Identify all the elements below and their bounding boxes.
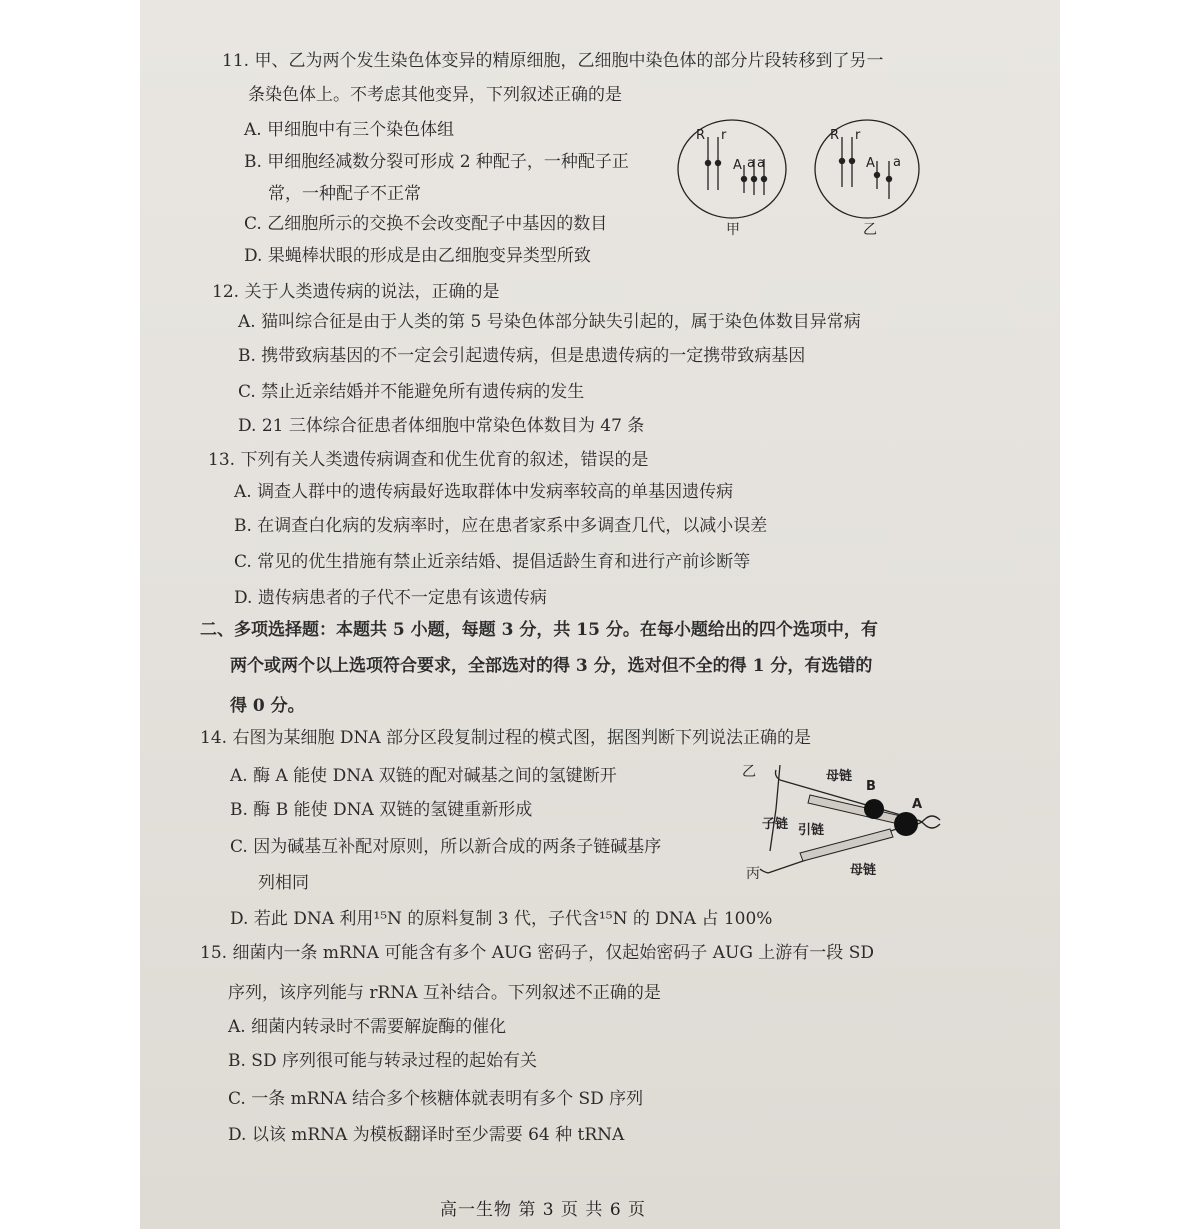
label-parent-strand-top: 母链 bbox=[826, 769, 853, 784]
page-footer: 高一生物 第 3 页 共 6 页 bbox=[440, 1200, 647, 1220]
dna-replication-figure bbox=[740, 755, 960, 885]
label-R-jia: R bbox=[696, 128, 706, 143]
q14-option-c-line2: 列相同 bbox=[258, 873, 309, 893]
q11-option-d: D. 果蝇棒状眼的形成是由乙细胞变异类型所致 bbox=[244, 246, 591, 266]
q13-option-b: B. 在调查白化病的发病率时，应在患者家系中多调查几代，以减小误差 bbox=[234, 516, 768, 536]
label-A-jia: A bbox=[733, 158, 742, 173]
label-bing-strand: 丙 bbox=[746, 866, 760, 882]
q12-option-b: B. 携带致病基因的不一定会引起遗传病，但是患遗传病的一定携带致病基因 bbox=[238, 346, 806, 366]
q14-option-c-line1: C. 因为碱基互补配对原则，所以新合成的两条子链碱基序 bbox=[230, 837, 662, 857]
q12-stem: 12. 关于人类遗传病的说法，正确的是 bbox=[212, 282, 500, 302]
q13-option-a: A. 调查人群中的遗传病最好选取群体中发病率较高的单基因遗传病 bbox=[234, 482, 734, 502]
exam-page bbox=[140, 0, 1060, 1229]
q12-option-d: D. 21 三体综合征患者体细胞中常染色体数目为 47 条 bbox=[238, 416, 645, 436]
label-daughter-strand: 子链 bbox=[762, 817, 789, 832]
q11-stem-line1: 11. 甲、乙为两个发生染色体变异的精原细胞，乙细胞中染色体的部分片段转移到了另一 bbox=[222, 51, 884, 71]
q13-option-c: C. 常见的优生措施有禁止近亲结婚、提倡适龄生育和进行产前诊断等 bbox=[234, 552, 751, 572]
label-primer-strand: 引链 bbox=[798, 823, 825, 838]
q14-stem: 14. 右图为某细胞 DNA 部分区段复制过程的模式图，据图判断下列说法正确的是 bbox=[200, 728, 812, 748]
q11-option-a: A. 甲细胞中有三个染色体组 bbox=[244, 120, 455, 140]
q11-option-c: C. 乙细胞所示的交换不会改变配子中基因的数目 bbox=[244, 214, 608, 234]
q15-option-c: C. 一条 mRNA 结合多个核糖体就表明有多个 SD 序列 bbox=[228, 1089, 644, 1109]
label-r-jia: r bbox=[721, 128, 727, 143]
label-enzyme-A: A bbox=[912, 797, 923, 812]
section2-instructions-line1: 二、多项选择题：本题共 5 小题，每题 3 分，共 15 分。在每小题给出的四个选项中，有 bbox=[200, 620, 878, 640]
label-parent-strand-bottom: 母链 bbox=[850, 863, 877, 878]
q15-option-b: B. SD 序列很可能与转录过程的起始有关 bbox=[228, 1051, 537, 1071]
q11-stem-line2: 条染色体上。不考虑其他变异，下列叙述正确的是 bbox=[248, 85, 622, 105]
label-R-yi: R bbox=[830, 128, 840, 143]
label-A-yi: A bbox=[866, 156, 875, 171]
q15-option-a: A. 细菌内转录时不需要解旋酶的催化 bbox=[228, 1017, 507, 1037]
section2-instructions-line3: 得 0 分。 bbox=[230, 696, 305, 716]
q15-option-d: D. 以该 mRNA 为模板翻译时至少需要 64 种 tRNA bbox=[228, 1125, 625, 1145]
q14-option-d: D. 若此 DNA 利用¹⁵N 的原料复制 3 代，子代含¹⁵N 的 DNA 占 100% bbox=[230, 909, 773, 929]
label-enzyme-B: B bbox=[866, 779, 876, 794]
label-a-yi: a bbox=[893, 155, 901, 170]
q15-stem-line2: 序列，该序列能与 rRNA 互补结合。下列叙述不正确的是 bbox=[228, 983, 661, 1003]
q15-stem-line1: 15. 细菌内一条 mRNA 可能含有多个 AUG 密码子，仅起始密码子 AUG 上游有一段 SD bbox=[200, 943, 874, 963]
label-a1-jia: a bbox=[747, 156, 755, 171]
section2-instructions-line2: 两个或两个以上选项符合要求，全部选对的得 3 分，选对但不全的得 1 分，有选错的 bbox=[230, 656, 873, 676]
label-a2-jia: a bbox=[757, 156, 765, 171]
label-yi: 乙 bbox=[863, 222, 877, 238]
label-jia: 甲 bbox=[726, 222, 740, 238]
q13-option-d: D. 遗传病患者的子代不一定患有该遗传病 bbox=[234, 588, 547, 608]
q11-option-b-line2: 常，一种配子不正常 bbox=[268, 184, 421, 204]
q13-stem: 13. 下列有关人类遗传病调查和优生优育的叙述，错误的是 bbox=[208, 450, 649, 470]
q11-option-b-line1: B. 甲细胞经减数分裂可形成 2 种配子，一种配子正 bbox=[244, 152, 629, 172]
q12-option-a: A. 猫叫综合征是由于人类的第 5 号染色体部分缺失引起的，属于染色体数目异常病 bbox=[238, 312, 861, 332]
q14-option-b: B. 酶 B 能使 DNA 双链的氢键重新形成 bbox=[230, 800, 533, 820]
label-yi-strand: 乙 bbox=[742, 764, 756, 780]
q12-option-c: C. 禁止近亲结婚并不能避免所有遗传病的发生 bbox=[238, 382, 585, 402]
chromosome-cell-figure bbox=[670, 115, 930, 240]
q14-option-a: A. 酶 A 能使 DNA 双链的配对碱基之间的氢键断开 bbox=[230, 766, 617, 786]
label-r-yi: r bbox=[855, 128, 861, 143]
